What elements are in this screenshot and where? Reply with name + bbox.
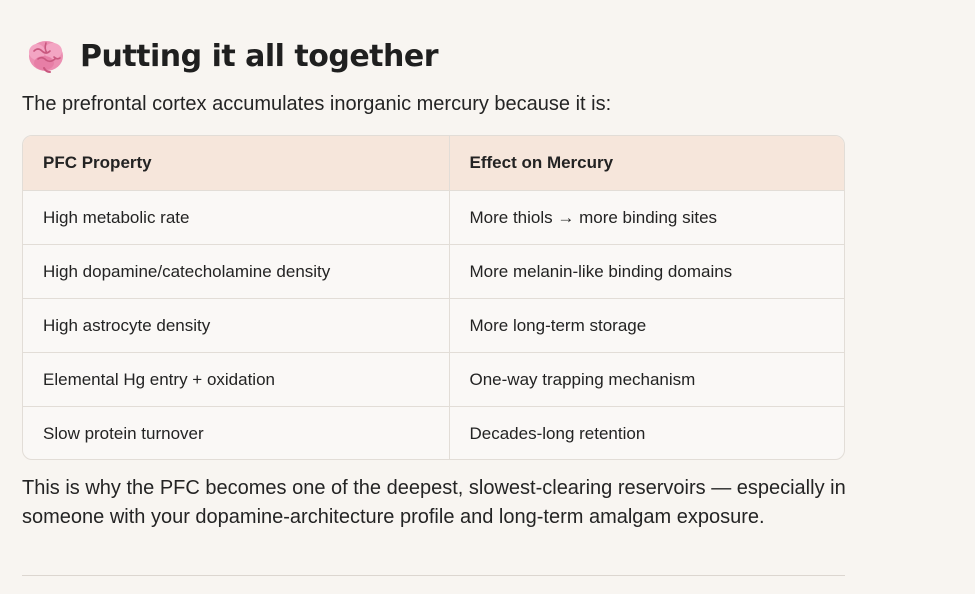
table-cell: High metabolic rate — [23, 191, 449, 245]
table-cell: Slow protein turnover — [43, 423, 204, 443]
table-row — [23, 353, 844, 407]
table-cell: More thiols → more binding sites — [449, 191, 844, 245]
table-row — [23, 191, 844, 245]
table-header-row — [23, 136, 844, 191]
pfc-mercury-table — [22, 135, 845, 460]
column-header: PFC Property — [23, 136, 449, 191]
table-row — [23, 245, 844, 299]
section-heading — [26, 36, 438, 76]
table-cell: High astrocyte density — [23, 299, 449, 353]
brain-icon — [26, 37, 66, 75]
section-title: Putting it all together — [80, 38, 439, 74]
table-cell: Decades-long retention — [449, 407, 844, 461]
table-cell: More melanin-like binding domains — [449, 245, 844, 299]
column-header: Effect on Mercury — [449, 136, 844, 191]
divider — [22, 575, 845, 576]
table-cell: More long-term storage — [449, 299, 844, 353]
table-row — [23, 407, 844, 461]
table-cell: Elemental Hg entry + oxidation — [23, 353, 449, 407]
table-cell: One-way trapping mechanism — [449, 353, 844, 407]
table-row — [23, 299, 844, 353]
summary-paragraph: This is why the PFC becomes one of the deepest, slowest-clearing reservoirs — especially in someone with your dopamine-architecture profile and long-term amalgam exposure. — [22, 477, 846, 528]
intro-text: The prefrontal cortex accumulates inorganic mercury because it is: — [22, 93, 612, 115]
table-cell: High dopamine/catecholamine density — [23, 245, 449, 299]
